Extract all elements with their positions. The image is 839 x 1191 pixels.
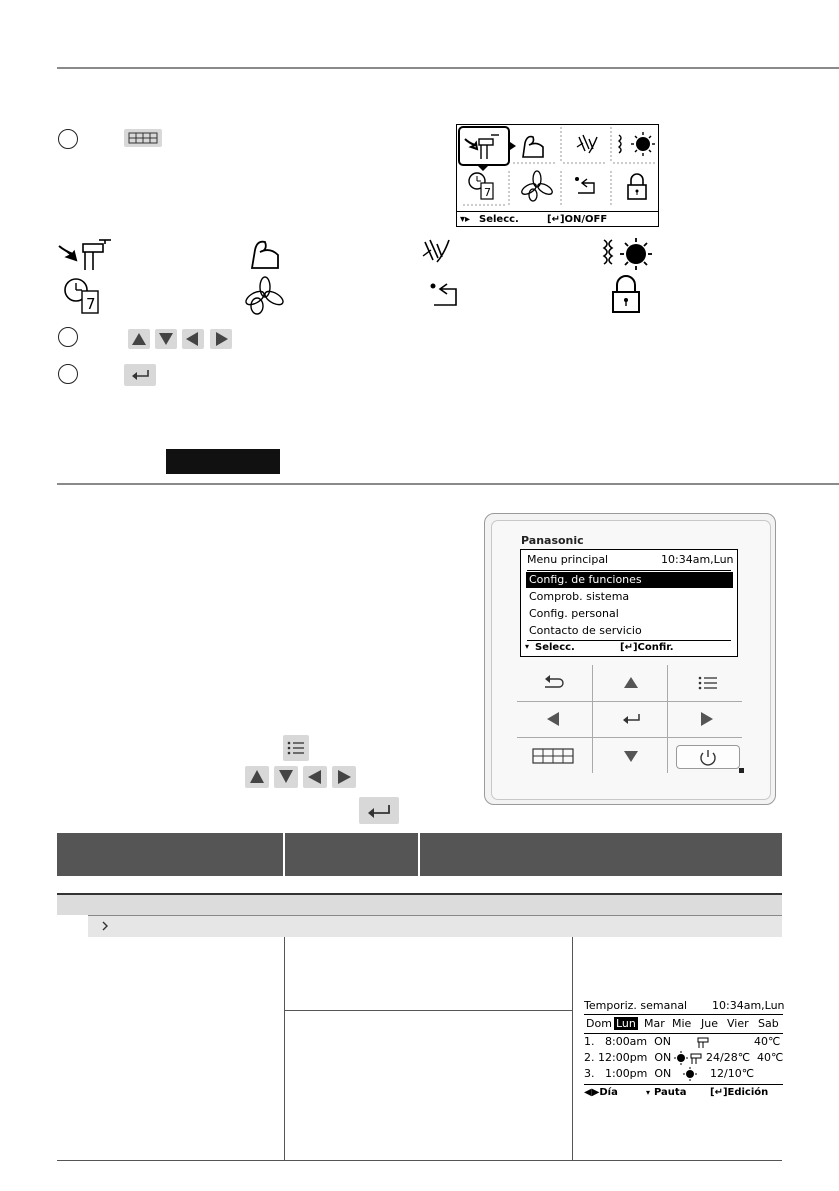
- quiet-hand-icon: [417, 236, 457, 272]
- svg-text:7: 7: [86, 295, 96, 313]
- table-header: [57, 833, 782, 876]
- right-key-icon: [332, 766, 356, 788]
- down-button[interactable]: [619, 747, 643, 767]
- left-key-icon: [182, 329, 204, 349]
- up-key-icon: [128, 329, 150, 349]
- quiet-hand-icon: [565, 129, 615, 173]
- back-button[interactable]: [539, 673, 569, 693]
- force-arm-icon: [246, 236, 286, 272]
- tap-water-icon: [461, 129, 511, 173]
- function-menu-select-label: Selecc.: [479, 214, 519, 225]
- day-mar[interactable]: Mar: [644, 1017, 665, 1030]
- holiday-fan-icon: [241, 276, 285, 316]
- lock-icon: [609, 274, 643, 314]
- menu-key-icon: [283, 735, 309, 761]
- table-col-divider-1: [284, 937, 285, 1161]
- remote-button-grid: [517, 665, 742, 773]
- sun-tap-icon: [674, 1051, 706, 1065]
- timer-row-3-values: 12/10℃: [710, 1067, 755, 1080]
- power-button[interactable]: [676, 745, 740, 769]
- weekly-footer-pattern: Pauta: [654, 1087, 687, 1098]
- chevron-right-icon: [100, 920, 110, 932]
- up-button[interactable]: [619, 673, 643, 693]
- sun-icon: [682, 1067, 698, 1081]
- select-arrow-icon: ▾: [646, 1088, 651, 1097]
- left-button[interactable]: [542, 709, 566, 729]
- function-key-icon: [124, 129, 162, 147]
- day-vier[interactable]: Vier: [727, 1017, 749, 1030]
- timer-row-2-label: 2. 12:00pm ON: [584, 1051, 672, 1064]
- tap-water-icon: [696, 1035, 712, 1049]
- function-menu-toggle-label: [↵]ON/OFF: [547, 214, 608, 225]
- menu-item-system-check[interactable]: Comprob. sistema: [529, 590, 630, 603]
- enter-button[interactable]: [617, 709, 645, 729]
- weekly-timer-title: Temporiz. semanal: [584, 999, 688, 1012]
- function-button[interactable]: [531, 746, 575, 766]
- day-sab[interactable]: Sab: [758, 1017, 779, 1030]
- brand-logo: Panasonic: [521, 534, 584, 547]
- menu-item-service-contact[interactable]: Contacto de servicio: [529, 624, 642, 637]
- timer-row-3-label: 3. 1:00pm ON: [584, 1067, 672, 1080]
- day-lun-selected[interactable]: Lun: [616, 1017, 636, 1030]
- step-marker-3: [58, 364, 78, 384]
- weekly-timer-icon: [461, 169, 511, 213]
- table-section-band: [57, 893, 782, 915]
- enter-key-icon: [124, 364, 156, 386]
- section-rule-middle: [57, 483, 839, 485]
- down-key-icon: [155, 329, 177, 349]
- section-rule-top: [57, 67, 839, 69]
- timer-row-2-values: 24/28℃ 40℃: [706, 1051, 784, 1064]
- weekly-timer-time: 10:34am,Lun: [712, 999, 785, 1012]
- weekly-footer-edit: [↵]Edición: [710, 1087, 769, 1098]
- heater-sun-icon: [598, 236, 662, 272]
- menu-item-config-functions[interactable]: Config. de funciones: [526, 572, 733, 588]
- screen-title: Menu principal: [527, 553, 609, 566]
- select-arrow-icon: ▾▸: [460, 214, 471, 225]
- menu-item-personal-config[interactable]: Config. personal: [529, 607, 619, 620]
- enter-key-icon: [359, 797, 399, 824]
- select-arrow-icon: ▾: [525, 642, 530, 651]
- table-row-divider: [285, 1010, 572, 1011]
- svg-text:7: 7: [484, 186, 491, 199]
- holiday-fan-icon: [513, 169, 563, 213]
- timer-row-1-label: 1. 8:00am ON: [584, 1035, 672, 1048]
- right-key-icon: [210, 329, 232, 349]
- function-menu-screen: [456, 124, 659, 227]
- down-key-icon: [274, 766, 298, 788]
- screen-footer-confirm: [↵]Confir.: [620, 642, 674, 653]
- heater-sun-icon: [615, 129, 665, 173]
- weekly-timer-icon: [62, 277, 104, 315]
- screen-time: 10:34am,Lun: [661, 553, 734, 566]
- step-marker-2: [58, 327, 78, 347]
- status-led: [739, 768, 744, 773]
- remote-screen: [520, 549, 738, 657]
- weekly-footer-day: ◀▶Día: [584, 1087, 618, 1098]
- table-subsection-band: [88, 915, 782, 937]
- day-mie[interactable]: Mie: [672, 1017, 692, 1030]
- screen-footer-select: Selecc.: [535, 642, 575, 653]
- back-dot-icon: [565, 169, 615, 213]
- table-col-divider-2: [572, 937, 573, 1161]
- step-marker-1: [58, 129, 78, 149]
- day-jue[interactable]: Jue: [701, 1017, 718, 1030]
- table-bottom-rule: [57, 1160, 782, 1161]
- left-key-icon: [303, 766, 327, 788]
- back-dot-icon: [427, 278, 467, 314]
- force-arm-icon: [513, 129, 563, 173]
- menu-button[interactable]: [695, 673, 721, 693]
- timer-row-1-values: 40℃: [754, 1035, 781, 1048]
- lock-icon: [615, 169, 665, 213]
- up-key-icon: [245, 766, 269, 788]
- right-button[interactable]: [694, 709, 718, 729]
- function-menu-footer: [457, 211, 658, 228]
- day-dom[interactable]: Dom: [586, 1017, 612, 1030]
- redaction-bar: [166, 449, 280, 474]
- tap-water-icon: [57, 238, 117, 274]
